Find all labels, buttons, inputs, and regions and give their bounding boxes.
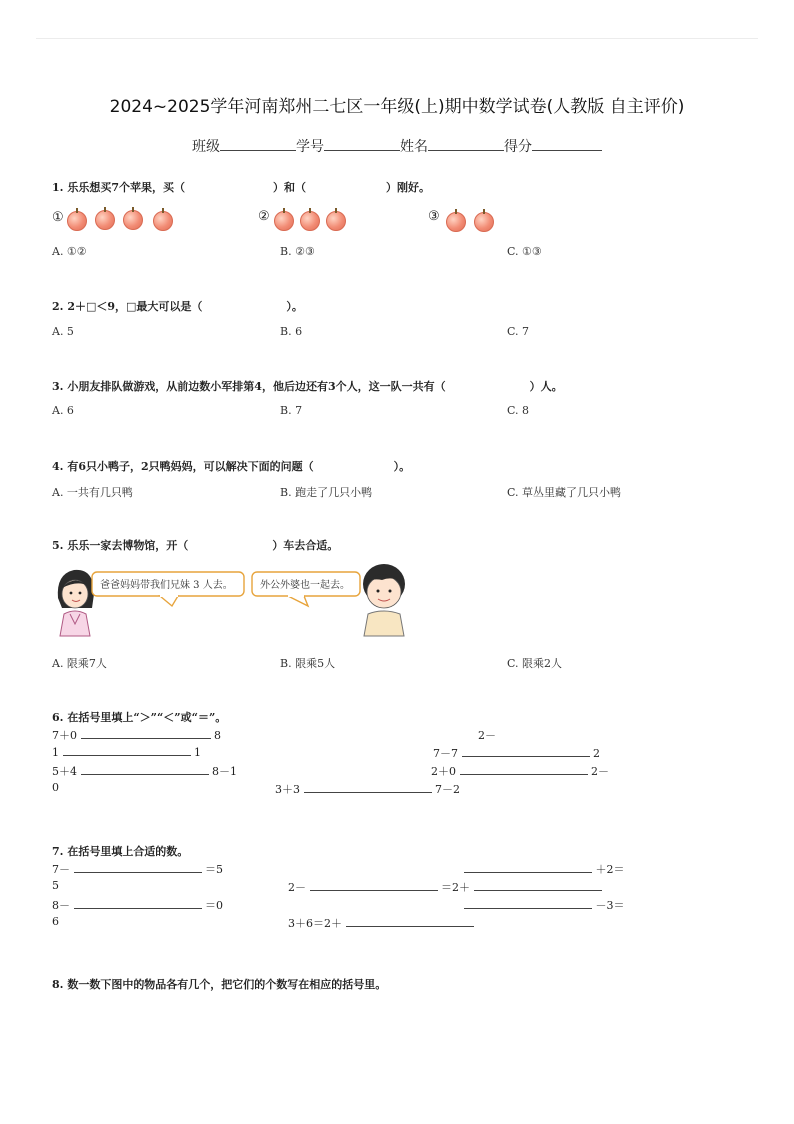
q5-stem-a: 5. 乐乐一家去博物馆，开（ (52, 539, 189, 552)
question-7: 7. 在括号里填上合适的数。 (52, 845, 189, 858)
question-6: 6. 在括号里填上“＞”“＜”或“＝”。 (52, 711, 227, 724)
q7-expr: 6 (52, 915, 59, 928)
answer-blank[interactable] (474, 880, 602, 891)
q6-expr: 7＋0 (52, 729, 77, 742)
name-field[interactable] (428, 136, 504, 151)
q6-line-3 (52, 763, 237, 779)
question-4 (52, 458, 410, 474)
answer-blank[interactable] (464, 862, 592, 873)
apple-icon (274, 211, 294, 231)
q6-expr: 2＋0 (431, 765, 456, 778)
q7-expr: ＝5 (205, 863, 223, 876)
apple-icon (474, 212, 494, 232)
q3-stem-a: 3. 小朋友排队做游戏，从前边数小军排第4，他后边还有3个人，这一队一共有（ (52, 380, 446, 393)
q2-stem-b: ）。 (286, 300, 303, 313)
score-field[interactable] (532, 136, 602, 151)
q6-expr: 1 (52, 746, 59, 759)
q7-expr: 7－ (52, 863, 70, 876)
apple-icon (300, 211, 320, 231)
q7-line-2 (288, 879, 602, 895)
answer-blank[interactable] (464, 898, 592, 909)
q2-stem-a: 2. 2＋□＜9，□最大可以是（ (52, 300, 203, 313)
question-1 (52, 179, 430, 195)
q3-option-b[interactable]: B. 7 (280, 404, 303, 417)
q4-option-a[interactable]: A. 一共有几只鸭 (52, 486, 133, 499)
q6-expr: 7－2 (435, 783, 460, 796)
q3-option-a[interactable]: A. 6 (52, 404, 74, 417)
answer-blank[interactable] (63, 745, 191, 756)
q1-option-a[interactable]: A. ①② (52, 245, 87, 258)
apple-icon (153, 211, 173, 231)
answer-blank[interactable] (74, 898, 202, 909)
class-label: 班级 (192, 139, 220, 155)
q6-line-3b (431, 763, 609, 779)
q3-stem-b: ）人。 (529, 380, 563, 393)
q7-expr: ＝2＋ (441, 881, 470, 894)
q6-expr: 2－ (478, 729, 496, 742)
q2-option-a[interactable]: A. 5 (52, 325, 74, 338)
name-label: 姓名 (400, 139, 428, 155)
q6-line-2 (52, 745, 201, 759)
apple-icon (67, 211, 87, 231)
q5-option-c[interactable]: C. 限乘2人 (507, 657, 563, 670)
q3-option-c[interactable]: C. 8 (507, 404, 530, 417)
question-5 (52, 537, 338, 553)
q1-option-c[interactable]: C. ①③ (507, 245, 542, 258)
answer-blank[interactable] (310, 880, 438, 891)
q5-stem-b: ）车去合适。 (272, 539, 339, 552)
q7-line-3 (52, 897, 223, 913)
question-8: 8. 数一数下图中的物品各有几个，把它们的个数写在相应的括号里。 (52, 978, 387, 991)
answer-blank[interactable] (304, 782, 432, 793)
class-field[interactable] (220, 136, 296, 151)
q5-option-a[interactable]: A. 限乘7人 (52, 657, 107, 670)
q4-stem-a: 4. 有6只小鸭子，2只鸭妈妈，可以解决下面的问题（ (52, 460, 314, 473)
group-1-label: ① (52, 210, 64, 225)
q7-expr: ＝0 (205, 899, 223, 912)
answer-blank[interactable] (460, 764, 588, 775)
answer-blank[interactable] (74, 862, 202, 873)
q1-option-b[interactable]: B. ②③ (280, 245, 315, 258)
q7-expr: 3＋6＝2＋ (288, 917, 342, 930)
q4-option-c[interactable]: C. 草丛里藏了几只小鸭 (507, 486, 622, 499)
q2-option-c[interactable]: C. 7 (507, 325, 530, 338)
q6-expr: 2 (593, 747, 600, 760)
answer-blank[interactable] (81, 728, 211, 739)
q7-line-1 (52, 861, 223, 877)
q6-line-4 (275, 781, 460, 797)
q5-option-b[interactable]: B. 限乘5人 (280, 657, 336, 670)
number-label: 学号 (296, 139, 324, 155)
q6-expr: 8 (214, 729, 221, 742)
apple-icon (95, 210, 115, 230)
q6-expr: 3＋3 (275, 783, 300, 796)
q4-stem-b: ）。 (393, 460, 411, 473)
q6-expr: 0 (52, 781, 59, 794)
q1-stem-b: ）和（ (272, 181, 306, 194)
apple-icon (446, 212, 466, 232)
q6-expr: 2－ (591, 765, 609, 778)
answer-blank[interactable] (346, 916, 474, 927)
page-title: 2024~2025学年河南郑州二七区一年级(上)期中数学试卷(人教版 自主评价) (109, 97, 685, 117)
question-2 (52, 298, 303, 314)
answer-blank[interactable] (81, 764, 209, 775)
q5-illustration (52, 560, 412, 640)
q7-expr: －3＝ (595, 899, 625, 912)
student-info (192, 136, 602, 156)
top-divider (36, 38, 758, 39)
apple-icon (326, 211, 346, 231)
bubble-right-text: 外公外婆也一起去。 (260, 580, 350, 591)
answer-blank[interactable] (462, 746, 590, 757)
q4-option-b[interactable]: B. 跑走了几只小鸭 (280, 486, 373, 499)
apple-icon (123, 210, 143, 230)
score-label: 得分 (504, 139, 532, 155)
q6-line-1 (52, 727, 221, 743)
q7-expr: 8－ (52, 899, 70, 912)
q7-line-1b (464, 861, 625, 877)
boy-figure (363, 564, 405, 636)
q6-expr: 1 (194, 746, 201, 759)
group-3-label: ③ (428, 209, 440, 224)
q7-expr: ＋2＝ (595, 863, 625, 876)
group-2-label: ② (258, 209, 270, 224)
bubble-left-text: 爸爸妈妈带我们兄妹 3 人去。 (100, 580, 233, 591)
number-field[interactable] (324, 136, 400, 151)
q7-expr: 2－ (288, 881, 306, 894)
q7-line-3b (464, 897, 625, 913)
q6-expr: 5＋4 (52, 765, 77, 778)
q6-expr: 7－7 (433, 747, 458, 760)
q2-option-b[interactable]: B. 6 (280, 325, 303, 338)
q7-expr: 5 (52, 879, 59, 892)
q1-stem-a: 1. 乐乐想买7个苹果，买（ (52, 181, 185, 194)
question-3 (52, 378, 563, 394)
q6-expr: 8－1 (212, 765, 237, 778)
girl-figure (58, 570, 94, 636)
q7-line-4 (288, 915, 474, 931)
q1-stem-c: ）刚好。 (385, 181, 430, 194)
q6-line-2b (433, 745, 600, 761)
